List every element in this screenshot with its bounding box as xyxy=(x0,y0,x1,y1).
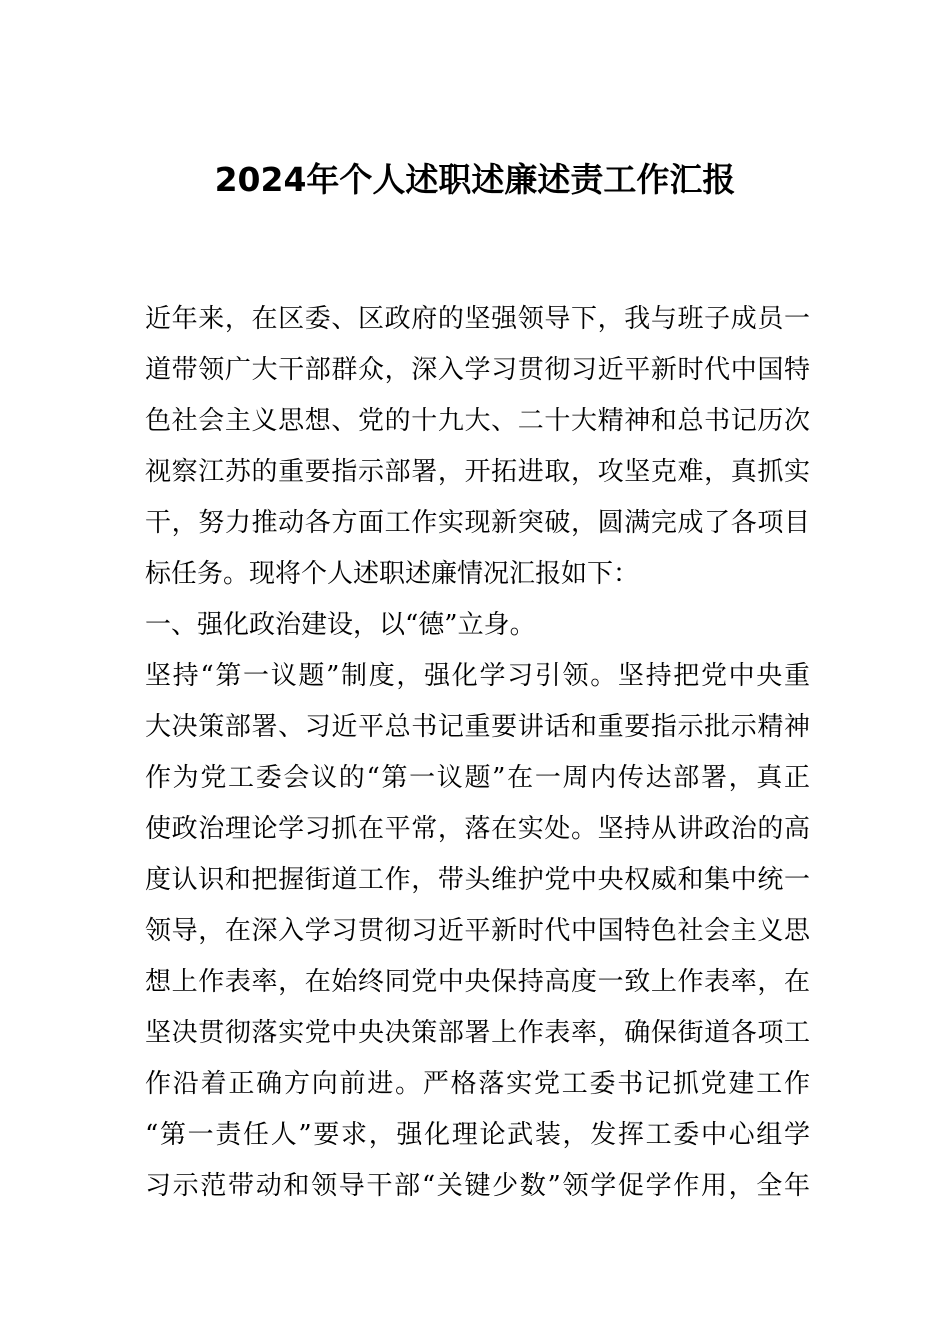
body-line: 道带领广大干部群众，深入学习贯彻习近平新时代中国特 xyxy=(145,355,810,385)
body-line: 坚决贯彻落实党中央决策部署上作表率，确保街道各项工 xyxy=(145,1018,810,1048)
body-line: 领导，在深入学习贯彻习近平新时代中国特色社会主义思 xyxy=(145,916,810,946)
body-line: 作沿着正确方向前进。严格落实党工委书记抓党建工作 xyxy=(145,1069,810,1099)
body-line: 干，努力推动各方面工作实现新突破，圆满完成了各项目 xyxy=(145,508,810,538)
body-line: 色社会主义思想、党的十九大、二十大精神和总书记历次 xyxy=(145,406,810,436)
body-line: 视察江苏的重要指示部署，开拓进取，攻坚克难，真抓实 xyxy=(145,457,810,487)
body-line: 使政治理论学习抓在平常，落在实处。坚持从讲政治的高 xyxy=(145,814,810,844)
body-line: 度认识和把握街道工作，带头维护党中央权威和集中统一 xyxy=(145,865,810,895)
section-heading: 一、强化政治建设，以“德”立身。 xyxy=(145,610,536,640)
body-line: 习示范带动和领导干部“关键少数”领学促学作用，全年 xyxy=(145,1171,810,1201)
body-line: 近年来，在区委、区政府的坚强领导下，我与班子成员一 xyxy=(145,304,810,334)
body-line: 作为党工委会议的“第一议题”在一周内传达部署，真正 xyxy=(145,763,810,793)
body-line: 想上作表率，在始终同党中央保持高度一致上作表率，在 xyxy=(145,967,810,997)
body-line: 坚持“第一议题”制度，强化学习引领。坚持把党中央重 xyxy=(145,661,810,691)
document-title: 2024年个人述职述廉述责工作汇报 xyxy=(214,160,736,199)
body-line: 标任务。现将个人述职述廉情况汇报如下： xyxy=(145,559,640,589)
document-body xyxy=(145,294,810,1212)
body-line: 大决策部署、习近平总书记重要讲话和重要指示批示精神 xyxy=(145,712,810,742)
body-line: “第一责任人”要求，强化理论武装，发挥工委中心组学 xyxy=(145,1120,810,1150)
